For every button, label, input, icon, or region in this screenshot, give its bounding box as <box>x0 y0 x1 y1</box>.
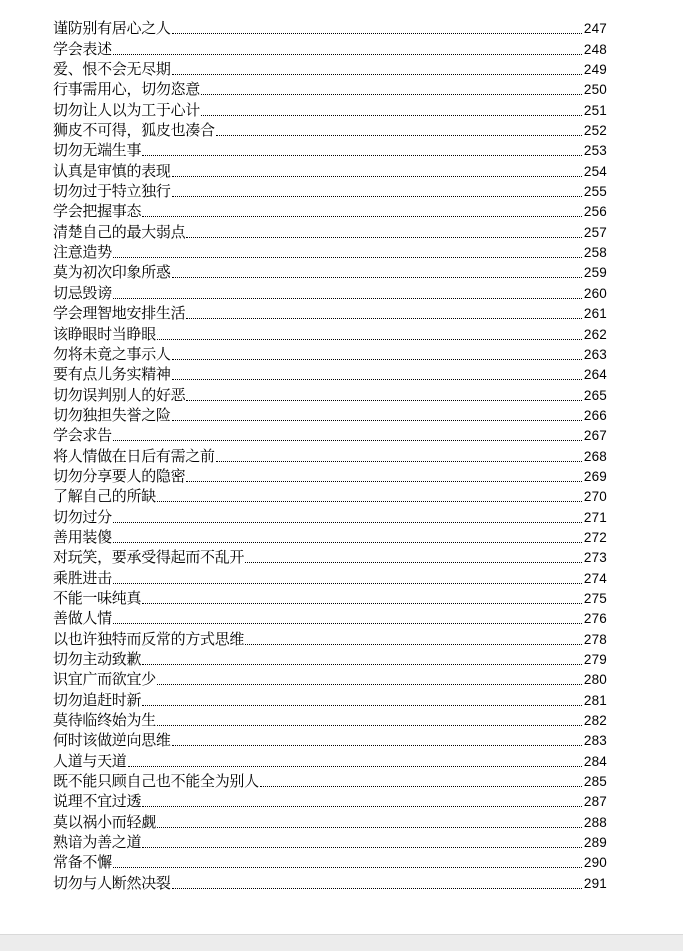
toc-dot-leader <box>142 664 582 665</box>
toc-dot-leader <box>142 705 582 706</box>
toc-entry-title: 切勿让人以为工于心计 <box>53 100 201 119</box>
toc-dot-leader <box>142 603 582 604</box>
toc-dot-leader <box>216 135 582 136</box>
toc-entry[interactable] <box>53 810 607 830</box>
toc-entry-page-number: 284 <box>583 753 607 769</box>
toc-entry-page-number: 262 <box>583 326 607 342</box>
table-of-contents <box>53 17 607 892</box>
toc-entry-page-number: 281 <box>583 692 607 708</box>
toc-entry-page-number: 272 <box>583 529 607 545</box>
toc-entry-page-number: 248 <box>583 41 607 57</box>
toc-dot-leader <box>172 888 582 889</box>
toc-entry[interactable] <box>53 851 607 871</box>
toc-entry-title: 认真是审慎的表现 <box>53 161 171 180</box>
toc-dot-leader <box>216 461 582 462</box>
toc-entry-page-number: 263 <box>583 346 607 362</box>
toc-entry-title: 切勿过于特立独行 <box>53 182 171 201</box>
toc-dot-leader <box>245 644 582 645</box>
toc-dot-leader <box>201 94 582 95</box>
toc-entry-title: 乘胜进击 <box>53 568 112 587</box>
toc-entry-title: 学会理智地安排生活 <box>53 304 186 323</box>
toc-dot-leader <box>172 420 582 421</box>
toc-entry-page-number: 273 <box>583 550 607 566</box>
toc-entry-title: 人道与天道 <box>53 751 127 770</box>
toc-entry-page-number: 264 <box>583 367 607 383</box>
toc-entry[interactable] <box>53 790 607 810</box>
toc-entry-title: 了解自己的所缺 <box>53 487 156 506</box>
toc-entry-title: 狮皮不可得，狐皮也凑合 <box>53 121 215 140</box>
toc-entry[interactable] <box>53 180 607 200</box>
toc-entry-page-number: 254 <box>583 163 607 179</box>
toc-entry-page-number: 253 <box>583 143 607 159</box>
toc-entry-page-number: 250 <box>583 82 607 98</box>
toc-entry[interactable] <box>53 566 607 586</box>
toc-entry-title: 注意造势 <box>53 243 112 262</box>
toc-dot-leader <box>172 33 582 34</box>
toc-dot-leader <box>157 501 582 502</box>
toc-entry-title: 将人情做在日后有需之前 <box>53 446 215 465</box>
toc-dot-leader <box>113 298 582 299</box>
toc-entry-title: 谨防别有居心之人 <box>53 19 171 38</box>
toc-entry-title: 切勿独担失誉之险 <box>53 405 171 424</box>
toc-dot-leader <box>172 196 582 197</box>
toc-entry-page-number: 290 <box>583 855 607 871</box>
toc-dot-leader <box>186 481 582 482</box>
toc-entry[interactable] <box>53 444 607 464</box>
toc-entry[interactable] <box>53 302 607 322</box>
toc-entry-title: 切勿误判别人的好恶 <box>53 385 186 404</box>
toc-dot-leader <box>113 257 582 258</box>
toc-dot-leader <box>113 623 582 624</box>
toc-entry-title: 要有点儿务实精神 <box>53 365 171 384</box>
toc-entry-title: 切勿主动致歉 <box>53 650 142 668</box>
toc-entry[interactable] <box>53 526 607 546</box>
toc-entry-title: 既不能只顾自己也不能全为别人 <box>53 772 259 791</box>
toc-entry[interactable] <box>53 465 607 485</box>
toc-entry-title: 熟谙为善之道 <box>53 833 142 852</box>
toc-dot-leader <box>172 379 582 380</box>
toc-entry[interactable] <box>53 627 607 647</box>
toc-entry[interactable] <box>53 261 607 281</box>
toc-entry[interactable] <box>53 871 607 891</box>
toc-entry[interactable] <box>53 688 607 708</box>
toc-entry[interactable] <box>53 281 607 301</box>
toc-dot-leader <box>260 786 582 787</box>
toc-entry-title: 该睁眼时当睁眼 <box>53 324 156 343</box>
toc-entry-title: 清楚自己的最大弱点 <box>53 222 186 241</box>
toc-entry[interactable] <box>53 729 607 749</box>
toc-dot-leader <box>172 277 582 278</box>
toc-entry-title: 切勿与人断然决裂 <box>53 873 171 892</box>
toc-entry[interactable] <box>53 159 607 179</box>
toc-entry-title: 学会表述 <box>53 39 112 58</box>
toc-dot-leader <box>157 339 582 340</box>
toc-entry[interactable] <box>53 37 607 57</box>
toc-dot-leader <box>142 847 582 848</box>
toc-entry[interactable] <box>53 404 607 424</box>
toc-dot-leader <box>245 562 582 563</box>
toc-entry-title: 以也许独特而反常的方式思维 <box>53 629 245 648</box>
toc-entry-title: 行事需用心，切勿恣意 <box>53 80 201 99</box>
toc-dot-leader <box>113 54 582 55</box>
toc-entry-page-number: 270 <box>583 489 607 505</box>
toc-dot-leader <box>172 745 582 746</box>
toc-dot-leader <box>142 806 582 807</box>
toc-dot-leader <box>186 237 582 238</box>
toc-entry-title: 识宜广而欲宜少 <box>53 670 156 689</box>
toc-entry-title: 切勿分享要人的隐密 <box>53 466 186 485</box>
toc-entry-page-number: 289 <box>583 835 607 851</box>
toc-entry-page-number: 249 <box>583 62 607 78</box>
toc-entry-title: 切勿无端生事 <box>53 141 142 160</box>
toc-entry[interactable] <box>53 831 607 851</box>
toc-entry-page-number: 288 <box>583 814 607 830</box>
toc-entry[interactable] <box>53 119 607 139</box>
toc-entry-page-number: 275 <box>583 590 607 606</box>
toc-entry-page-number: 271 <box>583 509 607 525</box>
toc-entry-page-number: 252 <box>583 123 607 139</box>
toc-entry-page-number: 283 <box>583 733 607 749</box>
toc-entry-title: 说理不宜过透 <box>53 792 142 811</box>
toc-dot-leader <box>113 542 582 543</box>
toc-entry[interactable] <box>53 749 607 769</box>
toc-entry[interactable] <box>53 485 607 505</box>
toc-entry-title: 莫以祸小而轻觑 <box>53 812 156 831</box>
toc-dot-leader <box>186 400 582 401</box>
toc-entry[interactable] <box>53 17 607 37</box>
toc-dot-leader <box>113 867 582 868</box>
toc-entry[interactable] <box>53 587 607 607</box>
toc-entry[interactable] <box>53 546 607 566</box>
toc-entry-title: 莫为初次印象所惑 <box>53 263 171 282</box>
toc-entry[interactable] <box>53 424 607 444</box>
toc-dot-leader <box>172 74 582 75</box>
toc-entry[interactable] <box>53 383 607 403</box>
toc-dot-leader <box>113 583 582 584</box>
toc-dot-leader <box>142 216 582 217</box>
toc-entry[interactable] <box>53 78 607 98</box>
toc-entry-page-number: 282 <box>583 713 607 729</box>
toc-entry[interactable] <box>53 322 607 342</box>
toc-entry-title: 切勿过分 <box>53 507 112 526</box>
toc-dot-leader <box>201 115 582 116</box>
toc-entry-title: 善用装傻 <box>53 527 112 546</box>
toc-entry-title: 不能一味纯真 <box>53 588 142 607</box>
toc-dot-leader <box>172 359 582 360</box>
toc-entry-page-number: 255 <box>583 184 607 200</box>
toc-dot-leader <box>157 827 582 828</box>
toc-entry-page-number: 258 <box>583 245 607 261</box>
toc-entry-title: 善做人情 <box>53 609 112 628</box>
toc-entry-page-number: 268 <box>583 448 607 464</box>
toc-dot-leader <box>113 440 582 441</box>
toc-entry[interactable] <box>53 241 607 261</box>
toc-entry-page-number: 287 <box>583 794 607 810</box>
toc-dot-leader <box>157 725 582 726</box>
toc-entry[interactable] <box>53 648 607 668</box>
toc-entry[interactable] <box>53 607 607 627</box>
toc-entry[interactable] <box>53 58 607 78</box>
toc-entry-page-number: 276 <box>583 611 607 627</box>
toc-entry-title: 何时该做逆向思维 <box>53 731 171 750</box>
toc-dot-leader <box>186 318 582 319</box>
toc-entry-page-number: 285 <box>583 774 607 790</box>
toc-entry[interactable] <box>53 200 607 220</box>
toc-entry-title: 切勿追赶时新 <box>53 690 142 709</box>
toc-entry-title: 学会把握事态 <box>53 202 142 221</box>
toc-entry-page-number: 267 <box>583 428 607 444</box>
toc-entry[interactable] <box>53 343 607 363</box>
toc-entry-page-number: 265 <box>583 387 607 403</box>
toc-entry-page-number: 279 <box>583 652 607 667</box>
toc-dot-leader <box>128 766 582 767</box>
toc-entry-title: 学会求告 <box>53 426 112 445</box>
toc-entry-page-number: 291 <box>583 875 607 891</box>
toc-entry[interactable] <box>53 505 607 525</box>
toc-entry-title: 爱、恨不会无尽期 <box>53 60 171 79</box>
toc-entry-title: 勿将未竟之事示人 <box>53 344 171 363</box>
toc-entry-page-number: 259 <box>583 265 607 281</box>
toc-entry-page-number: 266 <box>583 407 607 423</box>
toc-entry-page-number: 256 <box>583 204 607 220</box>
toc-entry-title: 对玩笑，要承受得起而不乱开 <box>53 548 245 567</box>
page-bottom-edge <box>0 934 683 951</box>
toc-entry-title: 切忌毁谤 <box>53 283 112 302</box>
toc-entry-title: 莫待临终始为生 <box>53 711 156 730</box>
toc-entry-page-number: 251 <box>583 102 607 118</box>
toc-entry[interactable] <box>53 668 607 688</box>
toc-entry[interactable] <box>53 770 607 790</box>
toc-entry[interactable] <box>53 220 607 240</box>
toc-entry-page-number: 257 <box>583 224 607 240</box>
toc-entry-page-number: 274 <box>583 570 607 586</box>
toc-entry[interactable] <box>53 139 607 159</box>
toc-entry-title: 常备不懈 <box>53 853 112 872</box>
toc-entry-page-number: 247 <box>583 21 607 37</box>
toc-entry[interactable] <box>53 363 607 383</box>
toc-entry[interactable] <box>53 98 607 118</box>
toc-entry[interactable] <box>53 709 607 729</box>
toc-entry-page-number: 278 <box>583 631 607 647</box>
toc-dot-leader <box>142 155 582 156</box>
toc-entry-page-number: 260 <box>583 285 607 301</box>
toc-entry-page-number: 269 <box>583 468 607 484</box>
toc-dot-leader <box>172 176 582 177</box>
toc-entry-page-number: 280 <box>583 672 607 688</box>
toc-entry-page-number: 261 <box>583 306 607 322</box>
toc-dot-leader <box>157 684 582 685</box>
toc-dot-leader <box>113 522 582 523</box>
